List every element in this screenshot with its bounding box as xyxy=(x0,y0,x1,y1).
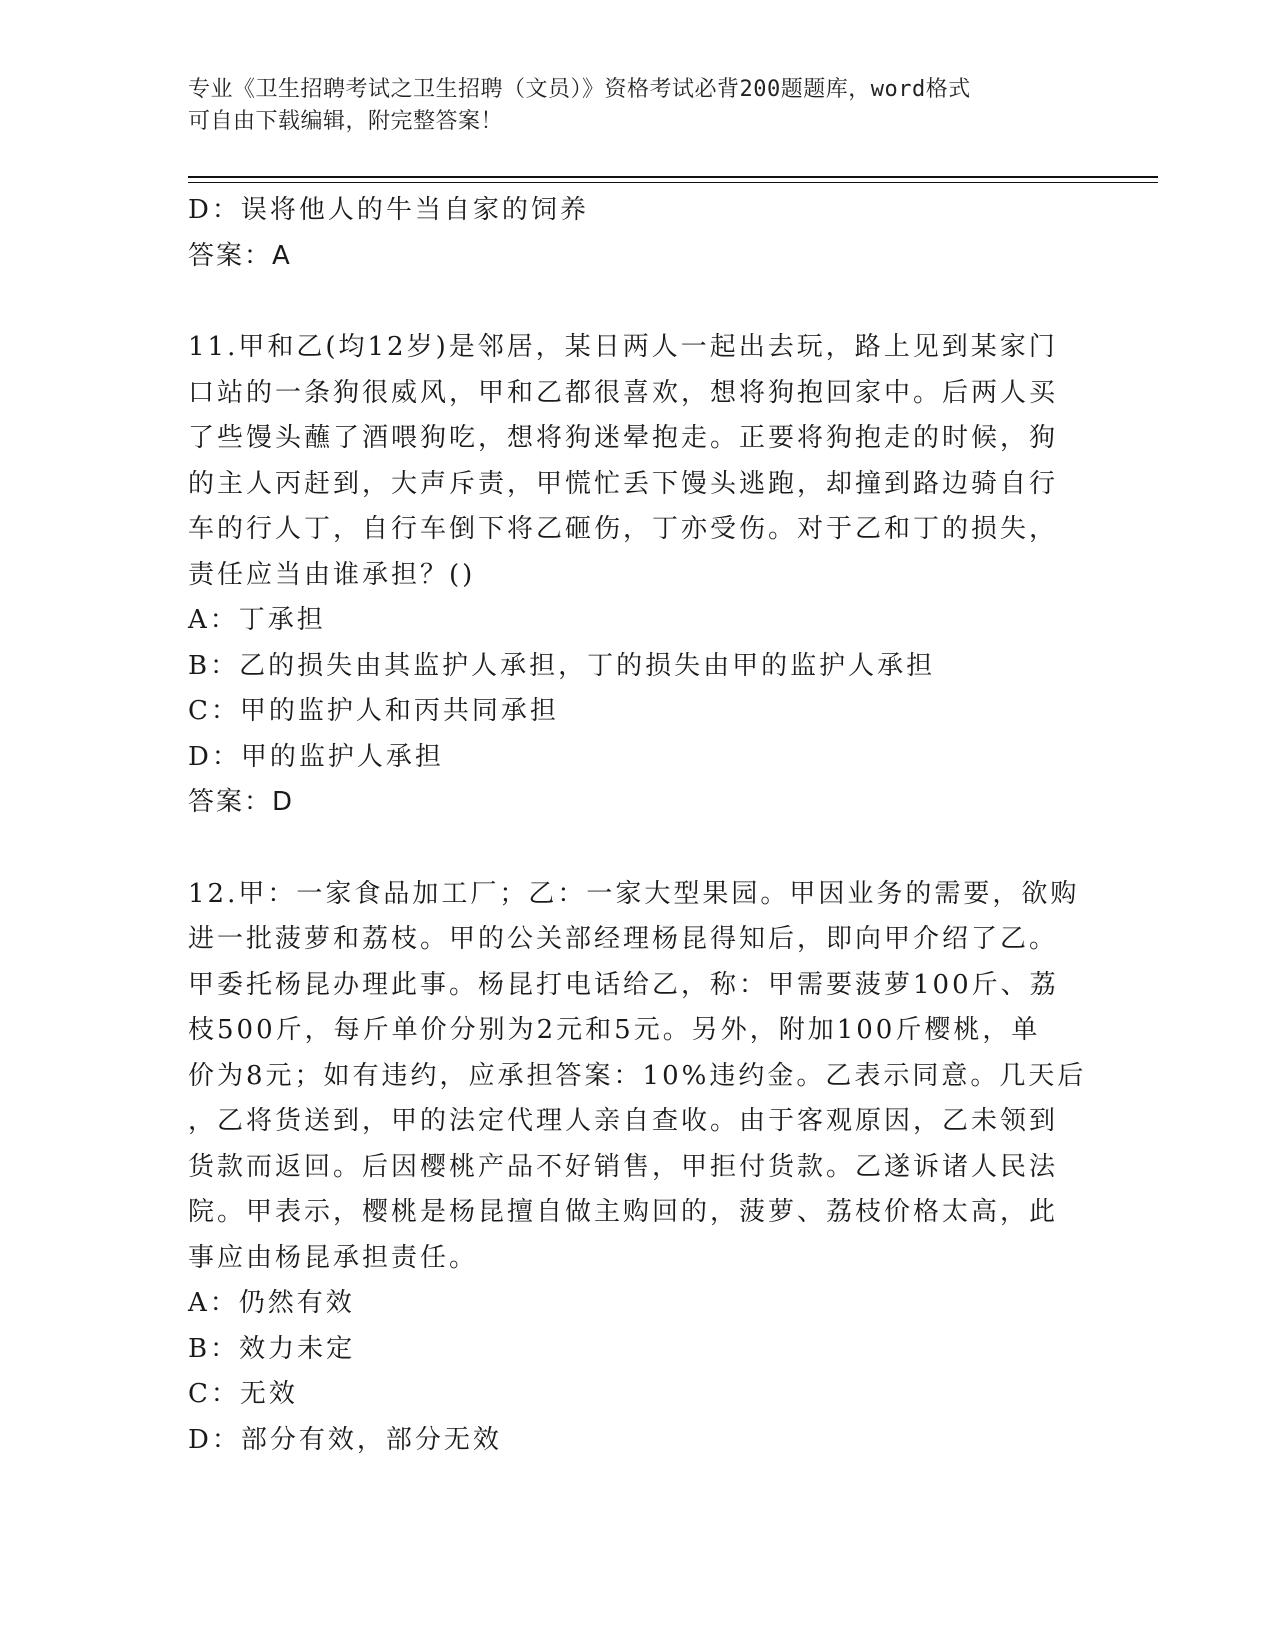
q12-stem-line: 甲委托杨昆办理此事。杨昆打电话给乙，称：甲需要菠萝100斤、荔 xyxy=(188,969,1059,1000)
q11-stem-line: 口站的一条狗很威风，甲和乙都很喜欢，想将狗抱回家中。后两人买 xyxy=(188,377,1059,408)
q12-stem-line: 枝500斤，每斤单价分别为2元和5元。另外，附加100斤樱桃，单 xyxy=(188,1015,1041,1045)
header-line-2: 可自由下载编辑，附完整答案！ xyxy=(188,109,504,134)
q11-option-a: A：丁承担 xyxy=(188,605,326,635)
header-line-1: 专业《卫生招聘考试之卫生招聘（文员）》资格考试必背200题题库，word格式 xyxy=(188,77,971,102)
q12-option-b: B：效力未定 xyxy=(188,1333,356,1364)
q11-stem-line: 了些馒头蘸了酒喂狗吃，想将狗迷晕抱走。正要将狗抱走的时候，狗 xyxy=(188,423,1059,453)
header-rule-thin xyxy=(188,182,1158,183)
q11-answer: 答案：D xyxy=(188,787,295,817)
q11-option-d: D：甲的监护人承担 xyxy=(188,741,444,772)
spacer xyxy=(188,826,1068,872)
q12-option-c: C：无效 xyxy=(188,1379,298,1409)
prev-question-block xyxy=(188,188,1068,279)
header-rule-thick xyxy=(188,176,1158,178)
document-header xyxy=(188,74,1068,138)
q11-stem-line: 11.甲和乙(均12岁)是邻居，某日两人一起出去玩，路上见到某家门 xyxy=(188,332,1058,362)
q11-stem-line: 车的行人丁，自行车倒下将乙砸伤，丁亦受伤。对于乙和丁的损失， xyxy=(188,514,1059,544)
prev-option-d: D：误将他人的牛当自家的饲养 xyxy=(188,195,589,225)
q12-stem-line: 进一批菠萝和荔枝。甲的公关部经理杨昆得知后，即向甲介绍了乙。 xyxy=(188,924,1059,954)
q12-stem-line: 价为8元；如有违约，应承担答案：10%违约金。乙表示同意。几天后 xyxy=(188,1060,1087,1091)
prev-answer: 答案：A xyxy=(188,240,292,271)
q12-stem-line: 12.甲：一家食品加工厂；乙：一家大型果园。甲因业务的需要，欲购 xyxy=(188,878,1080,909)
q12-stem-line: 货款而返回。后因樱桃产品不好销售，甲拒付货款。乙遂诉诸人民法 xyxy=(188,1151,1059,1182)
q11-option-c: C：甲的监护人和丙共同承担 xyxy=(188,696,559,726)
question-11 xyxy=(188,325,1068,826)
q12-option-d: D：部分有效，部分无效 xyxy=(188,1424,502,1455)
q11-stem-line: 的主人丙赶到，大声斥责，甲慌忙丢下馒头逃跑，却撞到路边骑自行 xyxy=(188,468,1059,499)
question-12 xyxy=(188,872,1087,1464)
q11-option-b: B：乙的损失由其监护人承担，丁的损失由甲的监护人承担 xyxy=(188,650,936,681)
document-body xyxy=(188,188,1087,1463)
q11-stem-line: 责任应当由谁承担？() xyxy=(188,559,476,590)
q12-stem-line: 院。甲表示，樱桃是杨昆擅自做主购回的，菠萝、荔枝价格太高，此 xyxy=(188,1197,1059,1227)
q12-stem-line: ，乙将货送到，甲的法定代理人亲自查收。由于客观原因，乙未领到 xyxy=(188,1106,1059,1136)
q12-option-a: A：仍然有效 xyxy=(188,1288,355,1318)
spacer xyxy=(188,279,1068,325)
q12-stem-line: 事应由杨昆承担责任。 xyxy=(188,1242,479,1273)
